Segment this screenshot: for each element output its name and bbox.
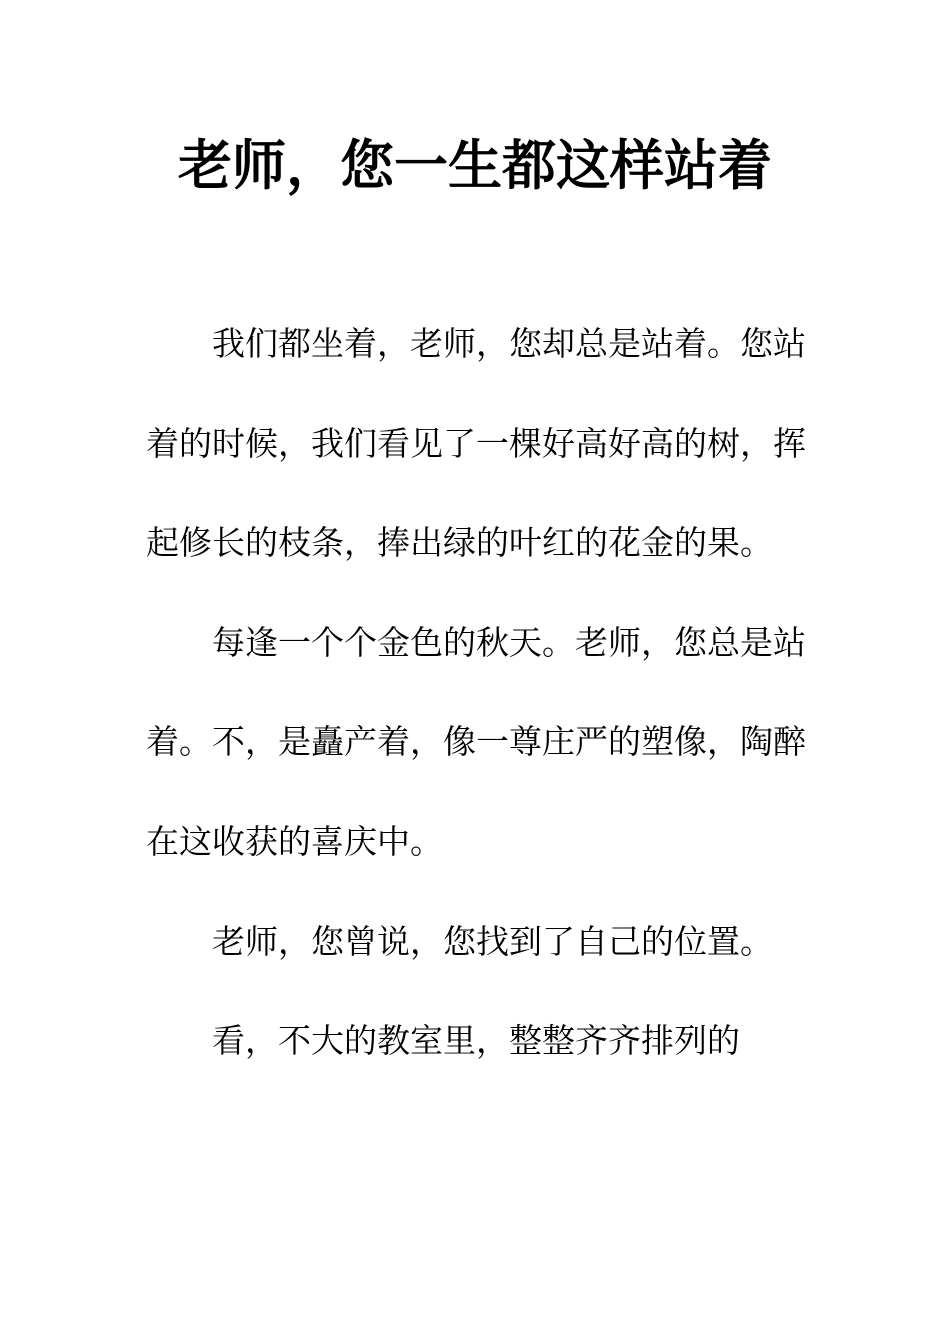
paragraph-4: 看，不大的教室里，整整齐齐排列的 [212,1021,740,1061]
paragraph-1: 我们都坐着，老师，您却总是站着。您站着的时候，我们看见了一棵好高好高的树，挥起修长的枝条，捧出绿的叶红的花金的果。 [146,324,806,563]
document-body [146,294,806,1091]
document-title: 老师，您一生都这样站着 [178,134,772,197]
paragraph-2: 每逢一个个金色的秋天。老师，您总是站着。不，是矗产着，像一尊庄严的塑像，陶醉在这收获的喜庆中。 [146,622,806,861]
paragraph-3: 老师，您曾说，您找到了自己的位置。 [212,921,773,961]
